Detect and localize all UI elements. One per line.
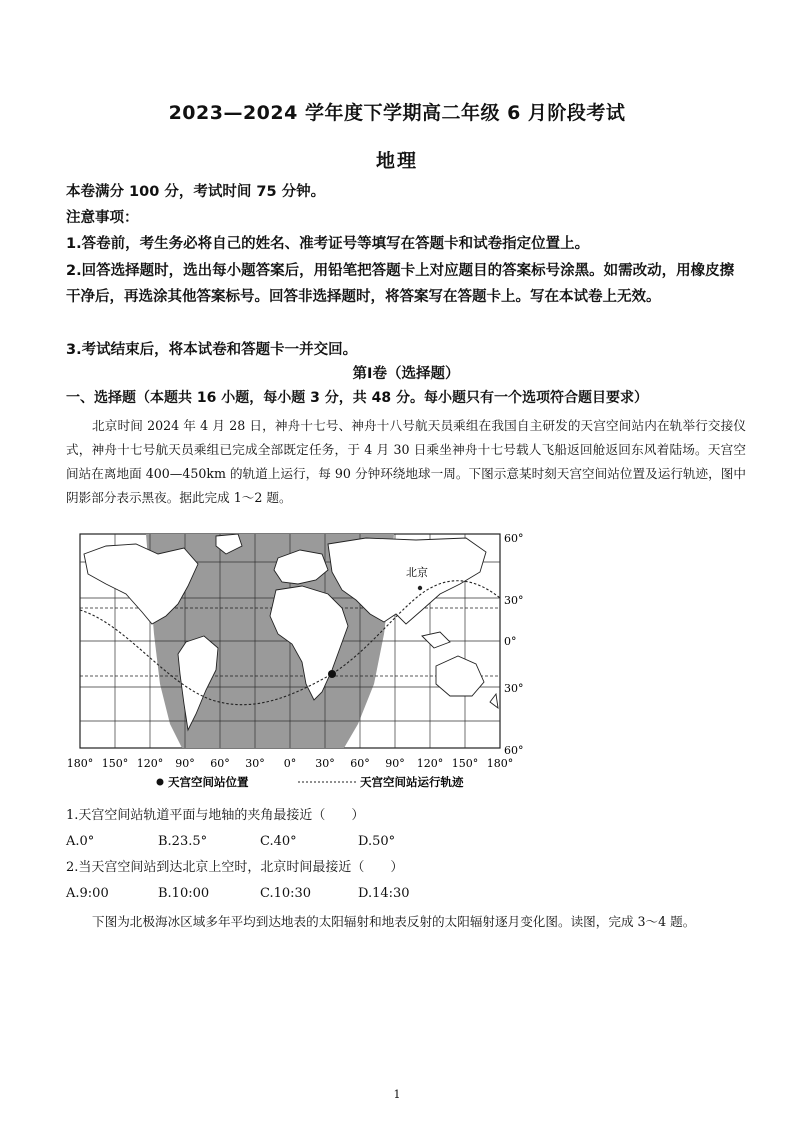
legend-track-label: 天宫空间站运行轨迹 (360, 775, 464, 789)
passage-1: 北京时间 2024 年 4 月 28 日，神舟十七号、神舟十八号航天员乘组在我国自主研发的天宫空间站内在轨举行交接仪式，神舟十七号航天员乘组已完成全部既定任务，于 4 月 30 日乘坐神舟十七号载人飞船返回舱返回东风着陆场。天宫空间站在离地面 400—450km 的轨道上运行，每 90 分钟环绕地球一周。下图示意某时刻天宫空间站位置及运行轨迹，图中阴影部分表示黑夜。据此完成 1～2 题。 (66, 418, 746, 505)
lon-label: 120° (416, 757, 444, 770)
passage-2: 下图为北极海冰区域多年平均到达地表的太阳辐射和地表反射的太阳辐射逐月变化图。读图，完成 3～4 题。 (92, 914, 696, 929)
legend-station-label: 天宫空间站位置 (168, 775, 249, 789)
exam-title: 2023—2024 学年度下学期高二年级 6 月阶段考试 (168, 102, 626, 124)
lon-label: 150° (451, 757, 479, 770)
lat-label: 30° (504, 594, 524, 607)
notice-item-2: 2.回答选择题时，选出每小题答案后，用铅笔把答题卡上对应题目的答案标号涂黑。如需改动，用橡皮擦干净后，再选涂其他答案标号。回答非选择题时，将答案写在答题卡上。写在本试卷上无效。 (66, 263, 735, 305)
lon-label: 120° (136, 757, 164, 770)
question-2-options (66, 884, 410, 904)
option-c: C.40° (260, 834, 297, 849)
legend-station-marker (157, 779, 164, 786)
map-svg (66, 524, 546, 796)
lat-label: 30° (504, 682, 524, 695)
lon-label: 150° (101, 757, 129, 770)
question-2-stem: 2.当天宫空间站到达北京上空时，北京时间最接近（ ） (66, 860, 404, 875)
latitude-labels (504, 532, 524, 757)
option-b: B.10:00 (158, 886, 210, 901)
lat-label: 0° (504, 635, 517, 648)
beijing-label: 北京 (406, 566, 428, 579)
part-heading: 一、选择题（本题共 16 小题，每小题 3 分，共 48 分。每小题只有一个选项符合题目要求） (66, 390, 648, 406)
lon-label: 0° (283, 757, 297, 770)
option-d: D.14:30 (358, 886, 410, 901)
lat-label: 60° (504, 744, 524, 757)
option-a: A.9:00 (66, 886, 109, 901)
lon-label: 60° (210, 757, 230, 770)
lon-label: 60° (350, 757, 370, 770)
option-c: C.10:30 (260, 886, 312, 901)
notice-item-1: 1.答卷前，考生务必将自己的姓名、准考证号等填写在答题卡和试卷指定位置上。 (66, 236, 590, 252)
lon-label: 90° (385, 757, 405, 770)
tiangong-orbit-map (66, 524, 546, 796)
page-number: 1 (393, 1088, 401, 1101)
lon-label: 180° (66, 757, 94, 770)
option-a: A.0° (66, 834, 95, 849)
lon-label: 30° (315, 757, 335, 770)
question-1-options (66, 832, 395, 852)
beijing-point (418, 586, 422, 590)
notice-title: 注意事项： (66, 210, 139, 226)
option-b: B.23.5° (158, 834, 208, 849)
lon-label: 30° (245, 757, 265, 770)
volume-heading: 第Ⅰ卷（选择题） (352, 366, 460, 382)
question-1-stem: 1.天宫空间站轨道平面与地轴的夹角最接近（ ） (66, 808, 365, 823)
longitude-labels (67, 757, 514, 770)
station-position (328, 670, 336, 678)
exam-subject: 地理 (375, 150, 418, 172)
lon-label: 180° (486, 757, 514, 770)
lat-label: 60° (504, 532, 524, 545)
notice-item-3: 3.考试结束后，将本试卷和答题卡一并交回。 (66, 342, 358, 358)
option-d: D.50° (358, 834, 396, 849)
lon-label: 90° (175, 757, 195, 770)
score-time-note: 本卷满分 100 分，考试时间 75 分钟。 (66, 184, 326, 200)
